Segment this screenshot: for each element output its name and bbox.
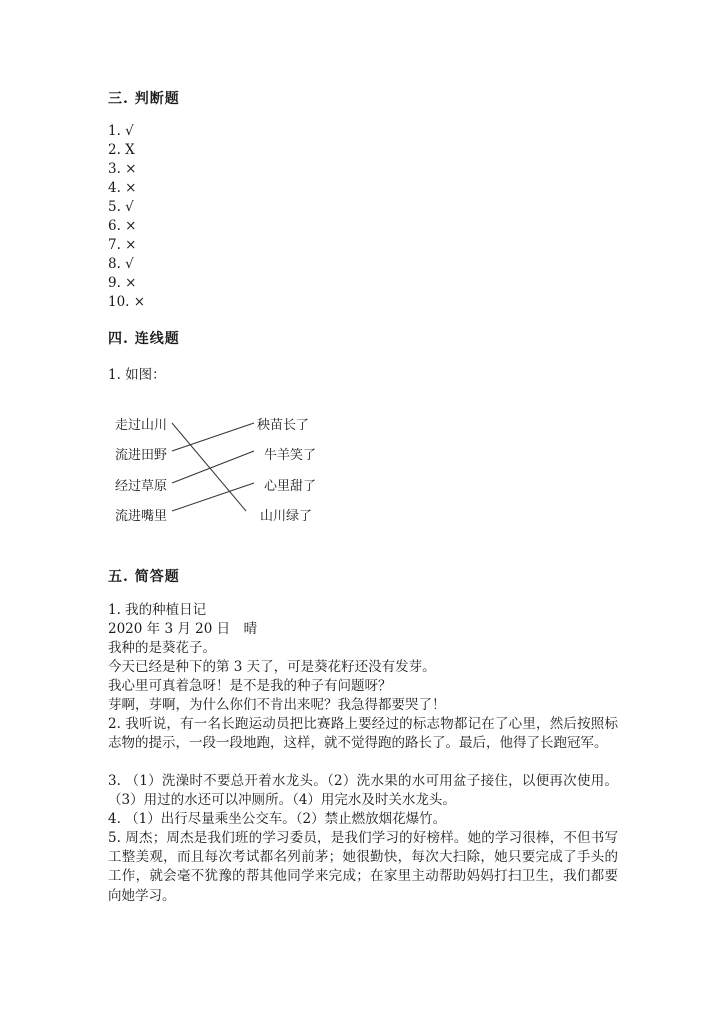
section-5-heading: 五. 简答题 — [108, 569, 180, 585]
diary-line: 1. 我的种植日记 — [108, 602, 207, 618]
match-line — [172, 423, 246, 511]
matching-diagram — [108, 405, 338, 530]
answer-item: 8. √ — [108, 256, 134, 272]
matching-item-label: 1. 如图： — [108, 367, 166, 383]
match-line — [172, 483, 254, 511]
answer-item: 7. × — [108, 237, 137, 253]
left-node: 流进嘴里 — [115, 509, 168, 524]
diary-line: 芽啊，芽啊，为什么你们不肯出来呢？我急得都要哭了！ — [108, 697, 446, 713]
left-node: 走过山川 — [115, 418, 168, 433]
answer-item: 2. X — [108, 142, 135, 158]
answer-item: 9. × — [108, 275, 137, 291]
right-node: 牛羊笑了 — [264, 448, 317, 463]
section-3-heading: 三. 判断题 — [108, 91, 180, 107]
answer-5-paragraph: 5. 周杰；周杰是我们班的学习委员，是我们学习的好榜样。她的学习很棒，不但书写工整美观，而且每次考试都名列前茅；她很勤快，每次大扫除，她只要完成了手头的工作，就会毫不犹豫的帮其他同学来完成；在家里主动帮助妈妈打扫卫生，我们都要向她学习。 — [108, 830, 618, 904]
answer-2-paragraph: 2. 我听说，有一名长跑运动员把比赛路上要经过的标志物都记在了心里，然后按照标志物的提示，一段一段地跑，这样，就不觉得跑的路长了。最后，他得了长跑冠军。 — [108, 716, 618, 752]
left-node: 经过草原 — [115, 479, 168, 494]
answer-item: 4. × — [108, 180, 137, 196]
right-node: 心里甜了 — [264, 479, 317, 494]
answer-item: 3. × — [108, 161, 137, 177]
answer-item: 1. √ — [108, 123, 134, 139]
section-4-heading: 四. 连线题 — [108, 331, 180, 347]
left-node: 流进田野 — [115, 448, 168, 463]
answer-4-paragraph: 4. （1）出行尽量乘坐公交车。（2）禁止燃放烟花爆竹。 — [108, 811, 447, 827]
diary-line: 今天已经是种下的第 3 天了，可是葵花籽还没有发芽。 — [108, 659, 436, 675]
answer-item: 5. √ — [108, 199, 134, 215]
diary-line: 我种的是葵花子。 — [108, 640, 216, 656]
match-line — [172, 451, 254, 483]
diary-line: 2020 年 3 月 20 日 晴 — [108, 621, 258, 637]
answer-item: 6. × — [108, 218, 137, 234]
answer-item: 10. × — [108, 294, 146, 310]
diary-line: 我心里可真着急呀！是不是我的种子有问题呀？ — [108, 678, 392, 694]
right-node: 山川绿了 — [260, 509, 313, 524]
right-node: 秧苗长了 — [257, 418, 310, 433]
answer-3-paragraph: 3. （1）洗澡时不要总开着水龙头。（2）洗水果的水可用盆子接住，以便再次使用。（3）用过的水还可以冲厕所。（4）用完水及时关水龙头。 — [108, 773, 618, 809]
